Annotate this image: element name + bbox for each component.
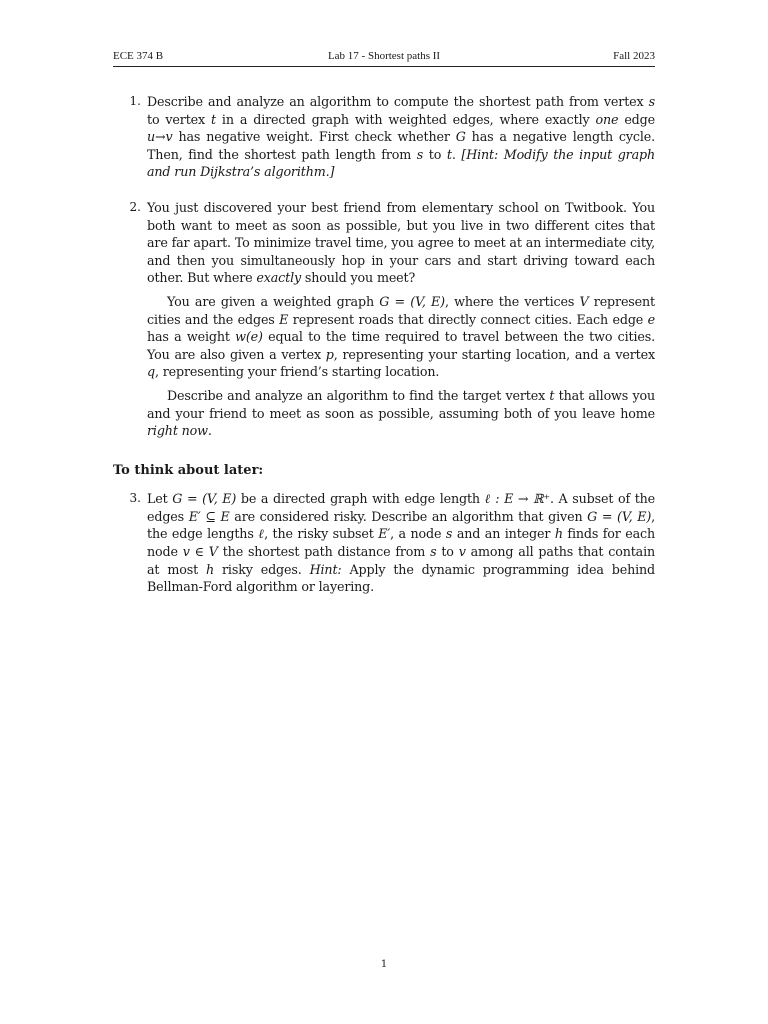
course-code: ECE 374 B [113,50,164,62]
problem-2-paragraph-3: Describe and analyze an algorithm to find the target vertex t that allows you and your friend to meet as soon as possible, assuming both of you leave home right now. [147,387,655,439]
problem-3 [113,490,655,596]
page-header [113,49,655,67]
problem-2 [113,199,655,440]
problem-2-paragraph-1: You just discovered your best friend from elementary school on Twitbook. You both want to meet as soon as possible, but you live in two different cites that are far apart. To minimize travel time, you agree to meet at an intermediate city, and then you simultaneously hop in your cars and start driving toward each other. But where exactly should you meet? [147,199,655,286]
problem-1 [113,93,655,181]
problem-3-text: Let G = (V, E) be a directed graph with edge length ℓ : E → ℝ⁺. A subset of the edges E′ ⊆ E are considered risky. Describe an algorithm that given G = (V, E), the edge lengths ℓ, the risky subset E′, a node s and an integer h finds for each node v ∈ V the shortest path distance from s to v among all paths that contain at most h risky edges. Hint: Apply the dynamic programming idea behind Bellman-Ford algorithm or layering. [147,491,656,595]
problem-number: 1. [129,94,141,108]
problem-2-paragraph-2: You are given a weighted graph G = (V, E), where the vertices V represent cities and the edges E represent roads that directly connect cities. Each edge e has a weight w(e) equal to the time required to travel between the two cities. You are also given a vertex p, representing your starting location, and a vertex q, representing your friend’s starting location. [147,293,655,380]
document-body [113,93,655,596]
page-number: 1 [380,959,388,970]
section-title: To think about later: [113,462,264,478]
hint: [Hint: Modify the input graph and run Dijkstra’s algorithm.] [147,146,656,180]
lab-title: Lab 17 - Shortest paths II [327,50,441,62]
problem-number: 2. [129,199,141,214]
problem-number: 3. [129,491,141,506]
term: Fall 2023 [613,50,655,62]
problem-1-text: Describe and analyze an algorithm to compute the shortest path from vertex s to vertex t in a directed graph with weighted edges, where exactly one edge u→v has negative weight. First check whether G has a negative length cycle. Then, find the shortest path length from s to t. [Hint: Modify the input graph and run Dijkstra’s algorithm.] [147,94,656,180]
